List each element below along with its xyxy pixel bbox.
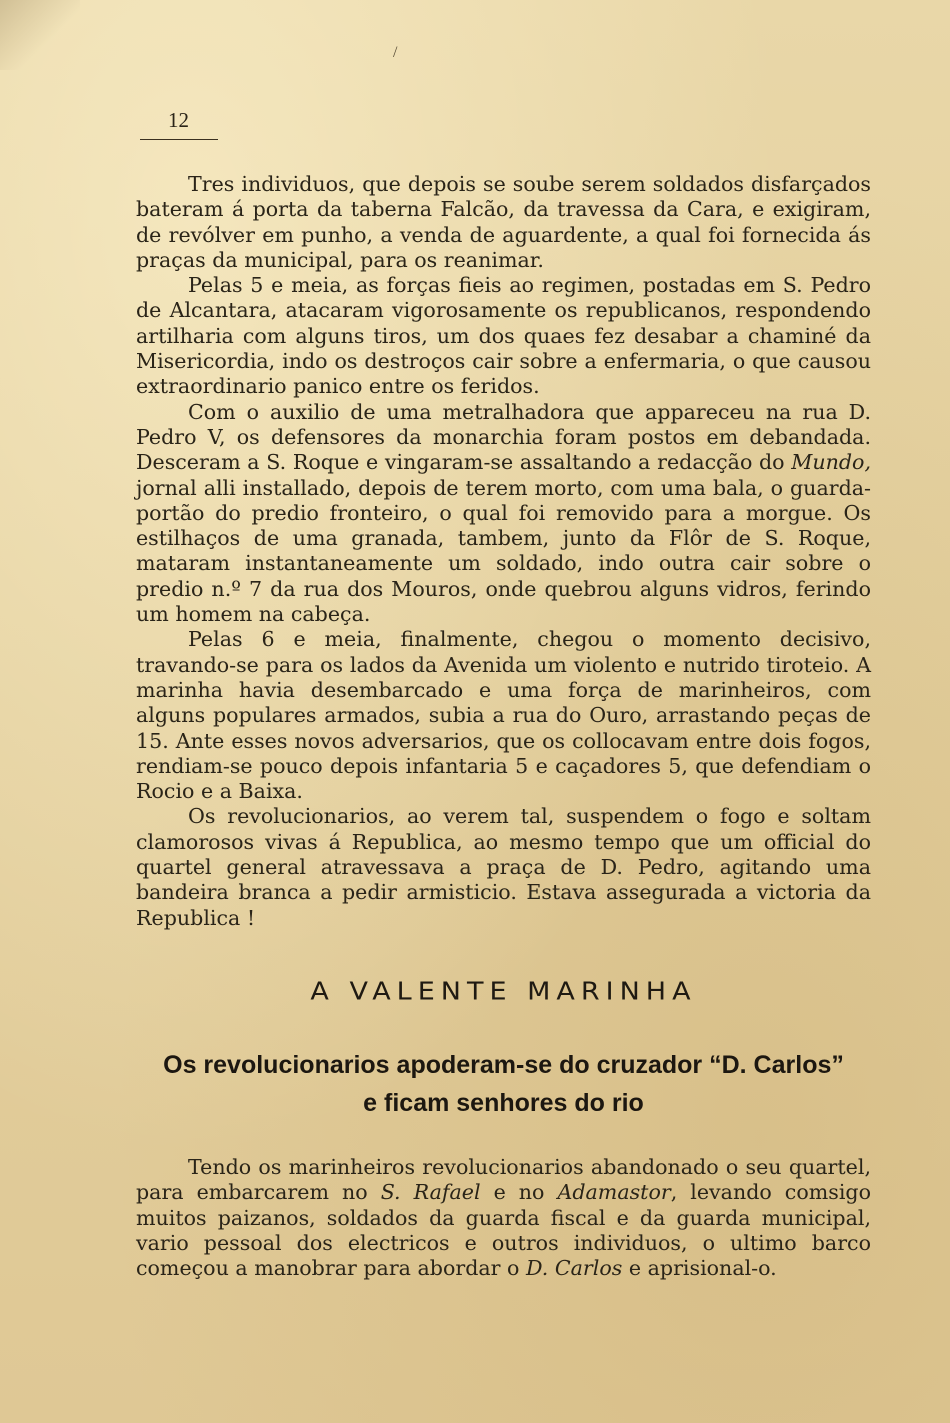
newspaper-name: Mundo, xyxy=(791,450,872,475)
ship-name: S. Rafael xyxy=(380,1180,481,1205)
section-subtitle xyxy=(136,1046,871,1122)
paragraph-text: jornal alli installado, depois de terem morto, com uma bala, o guarda-portão do predio fronteiro, o qual foi removido para a morgue. Os estilhaços de uma granada, tambem, junto da Flôr de S. Roque, mataram instantaneamente um soldado, indo outra cair sobre o predio n.º 7 da rua dos Mouros, onde quebrou alguns vidros, ferindo um homem na cabeça. xyxy=(136,475,871,627)
paragraph: Tres individuos, que depois se soube serem soldados disfarçados bateram á porta da taberna Falcão, da travessa da Cara, e exigiram, de revólver em punho, a venda de aguardente, a qual foi fornecida ás praças da municipal, para os reanimar. xyxy=(136,172,871,272)
stray-pen-mark: / xyxy=(393,44,398,61)
ship-name: Adamastor xyxy=(557,1180,671,1205)
section-2-text xyxy=(136,1155,871,1281)
paragraph xyxy=(136,1155,871,1281)
paragraph: Os revolucionarios, ao verem tal, suspendem o fogo e soltam clamorosos vivas á Republica, ao mesmo tempo que um official do quartel general atravessava a praça de D. Pedro, agitando uma bandeira branca a pedir armisticio. Estava assegurada a victoria da Republica ! xyxy=(136,804,871,930)
paragraph-text: , levando comsigo muitos paizanos, soldados da guarda fiscal e da guarda municipal, vario pessoal dos electricos e outros individuos, o ultimo barco começou a manobrar para abordar o xyxy=(136,1180,872,1281)
paragraph-text: e no xyxy=(493,1180,545,1205)
paragraph-text: Tendo os marinheiros revolucionarios abandonado o seu quartel, para embarcarem no xyxy=(136,1155,871,1205)
subtitle-line: e ficam senhores do rio xyxy=(363,1089,644,1117)
page-number: 12 xyxy=(168,108,189,132)
paragraph-text: Com o auxilio de uma metralhadora que appareceu na rua D. Pedro V, os defensores da monarchia foram postos em debandada. Desceram a S. Roque e vingaram-se assaltando a redacção do xyxy=(136,399,871,475)
paragraph xyxy=(136,400,871,628)
page-corner-fold xyxy=(0,0,80,70)
section-1-text xyxy=(136,172,871,931)
paragraph-text: e aprisional-o. xyxy=(628,1256,777,1281)
page-number-rule xyxy=(140,139,218,140)
ship-name: D. Carlos xyxy=(526,1256,623,1281)
section-title: A VALENTE MARINHA xyxy=(310,977,697,1006)
subtitle-line: Os revolucionarios apoderam-se do cruzador “D. Carlos” xyxy=(163,1051,844,1079)
paragraph: Pelas 6 e meia, finalmente, chegou o momento decisivo, travando-se para os lados da Avenida um violento e nutrido tiroteio. A marinha havia desembarcado e uma força de marinheiros, com alguns populares armados, subia a rua do Ouro, arrastando peças de 15. Ante esses novos adversarios, que os collocavam entre dois fogos, rendiam-se pouco depois infantaria 5 e caçadores 5, que defendiam o Rocio e a Baixa. xyxy=(136,627,871,804)
paragraph: Pelas 5 e meia, as forças fieis ao regimen, postadas em S. Pedro de Alcantara, atacaram vigorosamente os republicanos, respondendo artilharia com alguns tiros, um dos quaes fez desabar a chaminé da Misericordia, indo os destroços cair sobre a enfermaria, o que causou extraordinario panico entre os feridos. xyxy=(136,273,871,399)
